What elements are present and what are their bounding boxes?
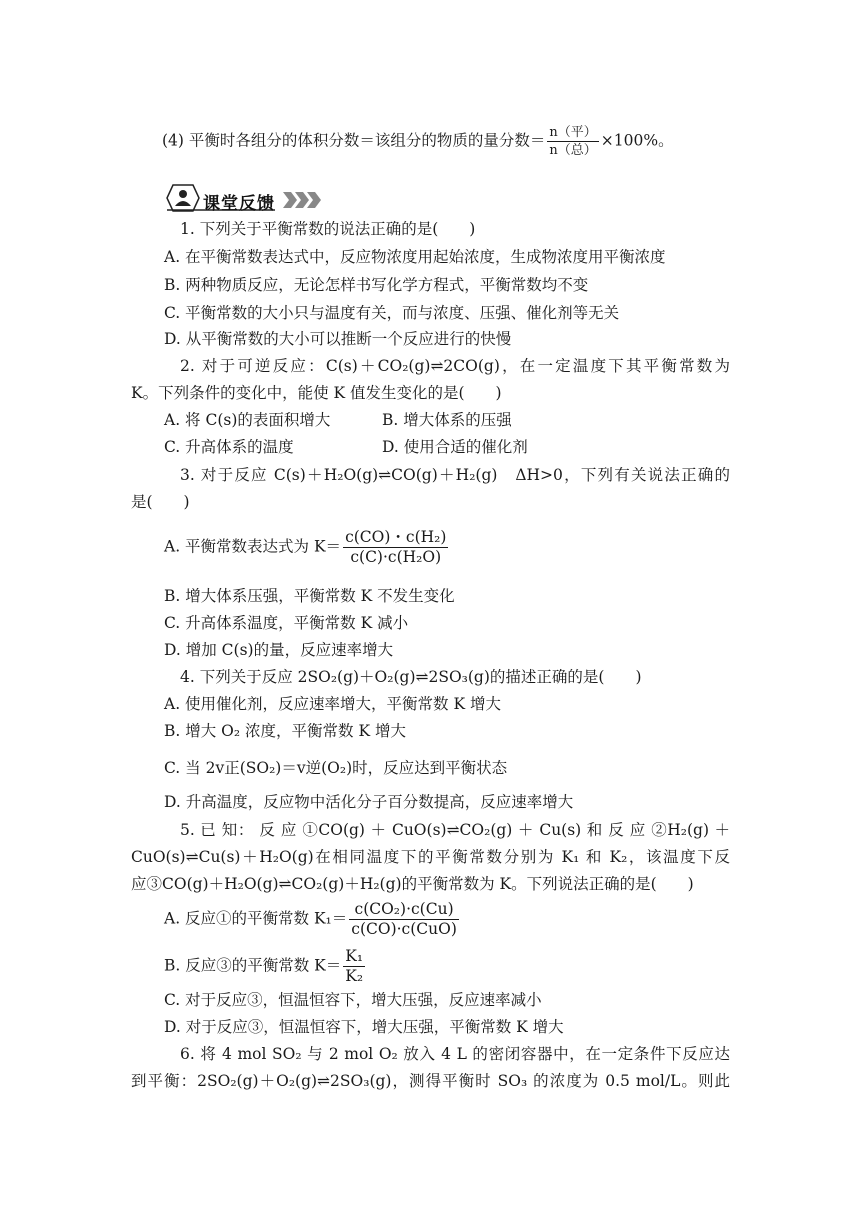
q1-option-a: A. 在平衡常数表达式中，反应物浓度用起始浓度，生成物浓度用平衡浓度 xyxy=(164,248,666,266)
q5-option-b-text: B. 反应③的平衡常数 K＝ xyxy=(164,956,342,975)
q3-option-a xyxy=(164,528,450,567)
q4-option-d: D. 升高温度，反应物中活化分子百分数提高，反应速率增大 xyxy=(164,793,574,811)
q1-option-c: C. 平衡常数的大小只与温度有关，而与浓度、压强、催化剂等无关 xyxy=(164,304,620,322)
q1-option-d: D. 从平衡常数的大小可以推断一个反应进行的快慢 xyxy=(164,330,512,348)
mole-fraction xyxy=(547,124,598,159)
q2-stem-line2: K。下列条件的变化中，能使 K 值发生变化的是( ) xyxy=(131,384,502,402)
q1-stem: 1. 下列关于平衡常数的说法正确的是( ) xyxy=(180,220,476,238)
q3-option-c: C. 升高体系温度，平衡常数 K 减小 xyxy=(164,614,409,632)
q5-stem-line3: 应③CO(g)＋H₂O(g)⇌CO₂(g)＋H₂(g)的平衡常数为 K。下列说法正确的是( ) xyxy=(131,875,694,893)
q6-stem-line1: 6. 将 4 mol SO₂ 与 2 mol O₂ 放入 4 L 的密闭容器中，在一定条件下反应达 xyxy=(180,1045,730,1063)
q3-option-b: B. 增大体系压强，平衡常数 K 不发生变化 xyxy=(164,587,455,605)
fraction-numerator: K₁ xyxy=(345,947,364,965)
fraction-denominator: K₂ xyxy=(345,967,364,985)
percent-text: ×100%。 xyxy=(600,131,674,150)
q4-option-b: B. 增大 O₂ 浓度，平衡常数 K 增大 xyxy=(164,722,406,740)
fraction-numerator: c(CO)・c(H₂) xyxy=(345,528,447,546)
k-ratio-fraction xyxy=(343,947,365,986)
q5-option-a-text: A. 反应①的平衡常数 K₁＝ xyxy=(164,909,348,928)
q1-option-b: B. 两种物质反应，无论怎样书写化学方程式，平衡常数均不变 xyxy=(164,276,589,294)
q5-stem-line1: 5. 已 知： 反 应 ①CO(g) ＋ CuO(s)⇌CO₂(g) ＋ Cu(s) 和 反 应 ②H₂(g) ＋ xyxy=(180,821,730,839)
q5-option-b xyxy=(164,947,367,986)
fraction-denominator: n（总） xyxy=(549,143,597,158)
q2-stem-line1: 2. 对于可逆反应：C(s)＋CO₂(g)⇌2CO(g)，在一定温度下其平衡常数为 xyxy=(180,357,730,375)
q5-option-c: C. 对于反应③，恒温恒容下，增大压强，反应速率减小 xyxy=(164,991,542,1009)
q5-option-a xyxy=(164,900,461,939)
q2-option-d: D. 使用合适的催化剂 xyxy=(382,438,528,456)
equilibrium-constant-fraction xyxy=(343,528,448,567)
q4-option-c: C. 当 2v正(SO₂)＝v逆(O₂)时，反应达到平衡状态 xyxy=(164,759,508,777)
q3-option-d: D. 增加 C(s)的量，反应速率增大 xyxy=(164,641,394,659)
fraction-denominator: c(CO)·c(CuO) xyxy=(351,920,457,938)
section-4-line xyxy=(162,124,674,159)
q5-option-d: D. 对于反应③，恒温恒容下，增大压强，平衡常数 K 增大 xyxy=(164,1018,564,1036)
fraction-numerator: n（平） xyxy=(549,125,597,140)
section-4-text: (4) 平衡时各组分的体积分数＝该组分的物质的量分数＝ xyxy=(162,131,546,150)
q2-option-a: A. 将 C(s)的表面积增大 xyxy=(164,411,331,429)
fraction-numerator: c(CO₂)·c(Cu) xyxy=(349,900,459,920)
q3-stem-line1: 3. 对于反应 C(s)＋H₂O(g)⇌CO(g)＋H₂(g) ΔH>0，下列有关说法正确的 xyxy=(180,466,730,484)
q2-option-c: C. 升高体系的温度 xyxy=(164,438,294,456)
q4-option-a: A. 使用催化剂，反应速率增大，平衡常数 K 增大 xyxy=(164,695,501,713)
q4-stem: 4. 下列关于反应 2SO₂(g)＋O₂(g)⇌2SO₃(g)的描述正确的是( ) xyxy=(180,668,642,686)
fraction-denominator: c(C)·c(H₂O) xyxy=(350,548,442,566)
section-banner xyxy=(163,184,329,212)
banner-title: 课堂反馈 xyxy=(203,194,275,214)
q3-option-a-text: A. 平衡常数表达式为 K＝ xyxy=(164,537,342,556)
q6-stem-line2: 到平衡：2SO₂(g)＋O₂(g)⇌2SO₃(g)，测得平衡时 SO₃ 的浓度为 0.5 mol/L。则此 xyxy=(131,1072,730,1090)
q5-stem-line2: CuO(s)⇌Cu(s)＋H₂O(g)在相同温度下的平衡常数分别为 K₁ 和 K₂，该温度下反 xyxy=(131,848,730,866)
k1-fraction xyxy=(349,900,459,939)
q3-stem-line2: 是( ) xyxy=(131,493,190,511)
q2-option-b: B. 增大体系的压强 xyxy=(382,411,512,429)
